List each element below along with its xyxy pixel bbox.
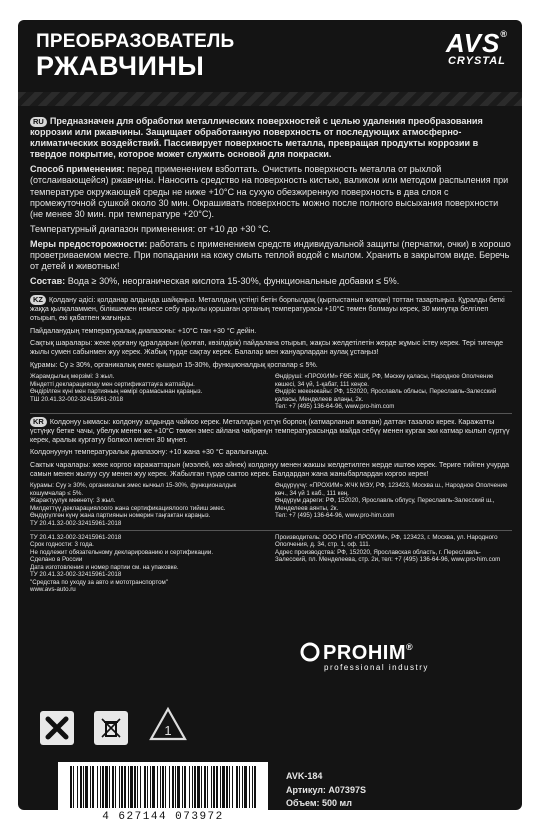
prohim-reg-mark: ® — [406, 642, 414, 652]
kz-left-line: Міндетті декларациялау мен сертификаттауға жатпайды. — [30, 380, 195, 388]
footer-address: Адрес производства: РФ, 152020, Ярославская область, г. Переславль-Залесский, пл. Менделеева, стр. 2и, тел: +7 (495) 136-64-96, www.pro-him.com — [275, 548, 501, 564]
language-tag-ru: RU — [30, 117, 47, 127]
prohim-subline: professional industry — [324, 663, 429, 672]
footer-made: Сделано в России — [30, 556, 83, 564]
ru-caution: Меры предосторожности: работать с применением средств индивидуальной защиты (перчатки, очки) в хорошо проветриваемом месте. При попадании на кожу смыть теплой водой с мылом. Хранить в закрытом виде. Беречь от детей и животных! — [30, 238, 511, 272]
product-volume: Объем: 500 мл — [286, 798, 352, 808]
product-code: AVK-184 — [286, 771, 323, 781]
kr-batch: Өндүрүлгөн күнү жана партиянын номерин таңгактан караңыз. — [30, 512, 211, 520]
kz-left-line: ТШ 20.41.32-002-32415961-2018 — [30, 395, 124, 403]
kr-no-cert: Милдеттүү декларациялоого жана сертификациялоого тийиш эмес. — [30, 504, 226, 512]
footer-slogan: "Средства по уходу за авто и мототранспортом" — [30, 578, 168, 586]
ru-composition: Состав: Вода ≥ 30%, неорганическая кислота 15-30%, функциональные добавки ≤ 5%. — [30, 276, 400, 287]
cross-icon — [40, 711, 74, 745]
product-article: Артикул: A07397S — [286, 784, 366, 795]
brand-logo — [446, 30, 508, 67]
kz-section — [30, 295, 512, 411]
barcode-bars — [58, 762, 268, 810]
ru-usage: Способ применения: перед применением взболтать. Очистить поверхность металла от рыхлой (отслаивающейся) ржавчины. Наносить средство на поверхность кистью, валиком или методом распыления при температуре окружающей среды не ниже +10°С на сухую обезжиренную поверхность в два слоя с промежуточной сушкой около 30 мин. Окрашивать поверхность можно после полного высыхания поверхности (не менее 30 мин. при температуре +20°С). — [30, 164, 509, 219]
footer-ru — [30, 534, 512, 595]
prohim-name: PROHIM — [323, 642, 406, 664]
recycle-1-icon — [148, 706, 188, 749]
kz-right-line: Өндіріс мекенжайы: РФ, 152020, Ярославль облысы, Переславль-Залесский қаласы, Менделеев алаңы, 2к. — [275, 388, 497, 403]
brand-name: AVS — [445, 28, 501, 58]
product-info — [286, 770, 366, 811]
kz-right-line: Өндіруші: «ПРОХИМ» ҒӨБ ЖШҚ, РФ, Мәскеу қаласы, Народное Ополчение көшесі, 34 үй, 1-қабат, 111 кеңсе. — [275, 373, 494, 388]
prohim-mark-icon — [300, 642, 320, 662]
footer-batch: Дата изготовления и номер партии см. на упаковке. — [30, 563, 179, 571]
prohim-logo — [300, 642, 429, 672]
kr-temp: Колдонуунун температуралык диапазону: +10 жана +30 °С аралыгында. — [30, 448, 269, 457]
warning-icons — [40, 706, 188, 749]
footer-manufacturer: Производитель: ООО НПО «ПРОХИМ», РФ, 123423, г. Москва, ул. Народного Ополчения, д. 34, стр. 1, оф. 111. — [275, 533, 498, 549]
kr-caution: Сактык чаралары: жеке коргоо каражаттарын (мээлей, көз айнек) колдонуу менен жакшы желдетилген жерде иштөө керек. Териге тийген учурда самын менен жылуу суу менен жуу керек. Жабылган түрдө сактоо керек. Балдардан жана жаныбарлардан коргоо керек! — [30, 460, 510, 478]
kr-right-line: Өндүрүм дареги: РФ, 152020, Ярославль облусу, Переславль-Залесский ш., Менделеев аянты, 2к. — [275, 497, 495, 512]
brand-reg-mark: ® — [500, 29, 508, 39]
kr-intro: Колдонуу ыкмасы: колдонуу алдында чайкоо керек. Металлдын үстүн борпоң (катмарланып жаткан) даттан тазалоо керек. Каражатты үстүңкү бетке чачы, убелук менен же +10°С төмөн эмес айлана чөйрөнүн температурасында майда себүү менен кургак эки катмар кылып сүртүү керек, аралык кургатуу болжол менен 30 мүнөт. — [30, 417, 510, 444]
kr-phone: Тел: +7 (495) 136-64-96, www.pro-him.com — [275, 512, 395, 520]
barcode-digits: 4 627144 073972 — [102, 811, 224, 823]
label-text — [30, 116, 512, 594]
recycle-number: 1 — [164, 723, 172, 738]
crossed-bin-icon — [94, 711, 128, 745]
footer-tu2: ТУ 20.41.32-002-32415961-2018 — [30, 571, 122, 579]
kz-details — [30, 373, 512, 411]
kz-left-line: Жарамдылық мерзімі: 3 жыл. — [30, 373, 115, 381]
kr-composition: Курамы: Суу ≥ 30%, органикалык эмес кычкыл 15-30%, функционалдык кошумчалар ≤ 5%. — [30, 482, 237, 497]
kr-tu: ТУ 20.41.32-002-32415961-2018 — [30, 519, 122, 527]
ru-intro: RU Предназначен для обработки металлических поверхностей с целью удаления преобразования коррозии или ржавчины. Защищает обработанную поверхность от последующих атмосферно-климатических воздействий. Пассивирует поверхность металла, превращая продукты коррозии в твердое покрытие, которое может служить основой для покраски. — [30, 116, 483, 160]
decorative-stripe — [18, 92, 522, 106]
brand-subline: CRYSTAL — [447, 55, 506, 67]
product-title — [36, 32, 234, 80]
ru-temp: Температурный диапазон применения: от +10 до +30 °С. — [30, 223, 271, 234]
divider — [30, 530, 512, 531]
divider — [30, 291, 512, 292]
kr-shelf: Жарактуулук мөөнөтү: 3 жыл. — [30, 497, 116, 505]
kr-details — [30, 482, 512, 527]
kz-intro: Қолдану әдісі: қолданар алдында шайқаңыз. Металлдың үстіңгі бетін борпылдақ (қыртыстанып жатқан) тоттан тазартыңыз. Құралды беткі жаққа қылқаламмен, білікшемен немесе себу арқылы қоршаған ортаның температурасы +10°С төмен болмауы керек, 30 минутқа белгілеп отырып, екі қабатпен жағыңыз. — [30, 296, 505, 322]
kz-left-line: Өндірілген күні мен партияның нөмірі орамасынан қараңыз. — [30, 388, 203, 396]
kz-composition: Құрамы: Су ≥ 30%, органикалық емес қышқыл 15-30%, функционалдық қоспалар ≤ 5%. — [30, 360, 318, 369]
language-tag-kz: KZ — [30, 295, 46, 305]
divider — [30, 413, 512, 414]
kz-temp: Пайдаланудың температуралық диапазоны: +10°С тан +30 °С дейін. — [30, 326, 257, 335]
footer-tu: ТУ 20.41.32-002-32415961-2018 — [30, 533, 122, 541]
kz-phone: Тел: +7 (495) 136-64-96, www.pro-him.com — [275, 403, 395, 411]
footer-no-cert: Не подлежит обязательному декларированию и сертификации. — [30, 548, 214, 556]
product-label — [18, 20, 522, 823]
footer-shelf: Срок годности: 3 года. — [30, 541, 94, 549]
footer-site: www.avs-auto.ru — [30, 586, 76, 594]
kr-section — [30, 417, 512, 528]
title-line-2: РЖАВЧИНЫ — [36, 51, 205, 81]
language-tag-kr: KR — [30, 417, 47, 427]
kz-caution: Сақтық шаралары: жеке қорғану құралдарын (қолғап, көзілдірік) пайдалана отырып, жақсы желдетілетін жерде жұмыс істеу керек. Тері тигенде жылы сумен сабынмен жуу керек. Жабық түрде сақтау керек. Балалар мен жануарлардан аулақ ұстаңыз! — [30, 339, 504, 356]
kr-right-line: Өндүрүүчү: «ПРОХИМ» ЖЧК МЭУ, РФ, 123423, Москва ш., Народное Ополчение көч., 34 үй 1 каб., 111 кең. — [275, 482, 508, 497]
title-line-1: ПРЕОБРАЗОВАТЕЛЬ — [36, 31, 235, 52]
barcode — [58, 762, 268, 824]
